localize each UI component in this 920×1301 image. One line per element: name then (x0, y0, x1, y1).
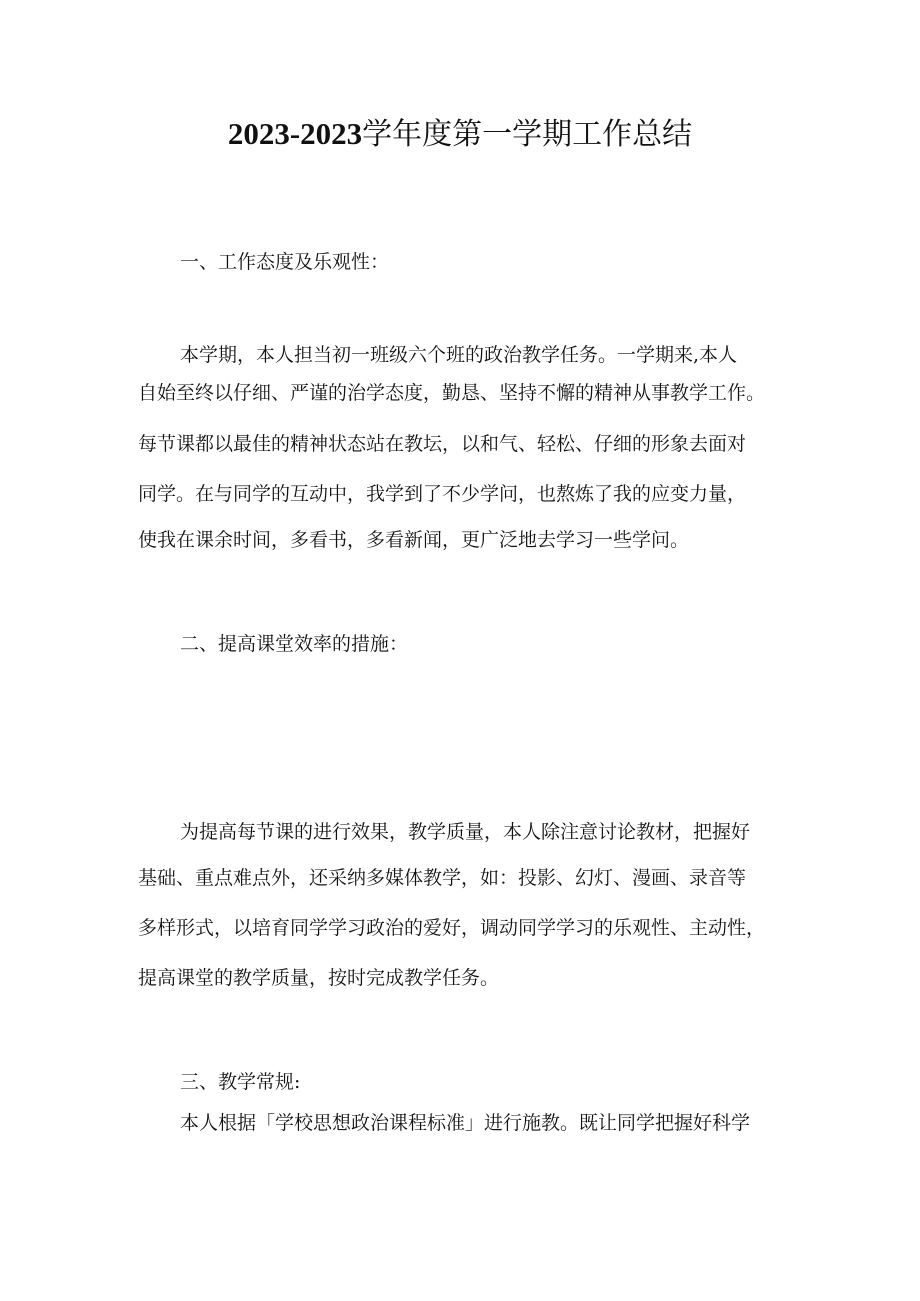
paragraph-line: 使我在课余时间，多看书，多看新闻，更广泛地去学习一些学问。 (138, 529, 690, 551)
document-title (0, 112, 920, 157)
paragraph-line: 同学。在与同学的互动中，我学到了不少学问，也熬炼了我的应变力量， (138, 483, 747, 505)
paragraph-line: 多样形式，以培育同学学习政治的爱好，调动同学学习的乐观性、主动性， (138, 917, 766, 939)
paragraph-line: 本学期，本人担当初一班级六个班的政治教学任务。一学期来,本人 (180, 344, 738, 366)
section-heading-3: 三、教学常规: (180, 1071, 301, 1093)
section-heading-1: 一、工作态度及乐观性： (180, 251, 390, 273)
paragraph-line: 每节课都以最佳的精神状态站在教坛，以和气、轻松、仔细的形象去面对 (138, 433, 747, 455)
title-year: 2023-2023 (227, 116, 363, 151)
paragraph-line: 提高课堂的教学质量，按时完成教学任务。 (138, 967, 500, 989)
paragraph-line: 为提高每节课的进行效果，教学质量，本人除注意讨论教材，把握好 (180, 821, 751, 843)
section-heading-2: 二、提高课堂效率的措施： (180, 633, 409, 655)
paragraph-3 (138, 1106, 798, 1140)
paragraph-1 (138, 338, 798, 557)
title-text: 学年度第一学期工作总结 (362, 117, 693, 152)
paragraph-line: 基础、重点难点外，还采纳多媒体教学，如：投影、幻灯、漫画、录音等 (138, 867, 747, 889)
paragraph-line: 本人根据「学校思想政治课程标准」进行施教。既让同学把握好科学 (180, 1112, 751, 1134)
paragraph-line: 自始至终以仔细、严谨的治学态度，勤恳、坚持不懈的精神从事教学工作。 (138, 382, 766, 404)
paragraph-2 (138, 815, 798, 995)
